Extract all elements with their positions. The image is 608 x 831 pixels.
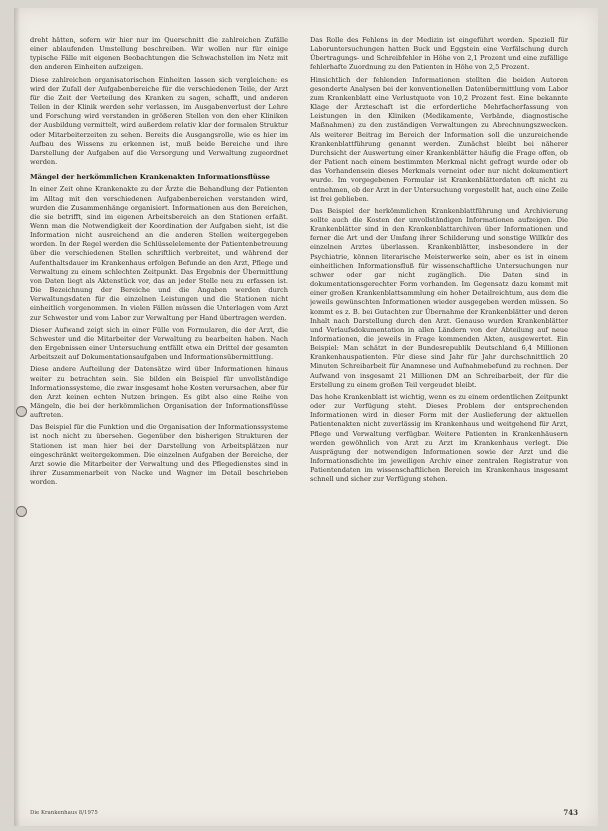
binding-shadow	[14, 8, 20, 826]
right-column	[310, 36, 568, 802]
paragraph: Hinsichtlich der fehlenden Informationen stellten die beiden Autoren gesonderte Analysen bei der konventionellen Datenübermittlung vom Labor zum Krankenblatt eine Verlustquote von 10,2 Prozent fest. Eine bekannte Klage der Ärzteschaft ist die erforderliche Mehrfacherfassung von Leistungen in den Kliniken (Medikamente, Verbände, diagnostische Maßnahmen) zu den zuständigen Verwaltungen zu Abrechnungszwecken. Als weiterer Beitrag im Bereich der Information soll die unzureichende Krankenblattführung genannt werden. Zunächst bleibt bei näherer Durchsicht der Auswertung einer Krankenblätter häufig die Frage offen, ob der Patient nach einem bestimmten Merkmal nicht gefragt wurde oder ob das Vorhandensein dieses Merkmals verneint oder nur nicht dokumentiert wurde. Im vorgegebenen Formular ist Krankenblätterdaten oft nicht zu entnehmen, ob der Arzt in der Untersuchung vorgestellt hat, auch eine Zeile ist frei geblieben.	[310, 75, 568, 203]
paragraph: Das Beispiel für die Funktion und die Organisation der Informationssysteme ist noch nicht zu übersehen. Gegenüber den bisherigen Strukturen der Stationen ist man hier bei der Darstellung von Arbeitsplätzen nur eingeschränkt weitergekommen. Die einzelnen Aufgaben der Bereiche, der Arzt sowie die Mitarbeiter der Verwaltung und des Pflegedienstes sind in ihrer Zusammenarbeit von Nacke und Wagner im Detail beschrieben worden.	[30, 423, 288, 487]
page-number: 743	[563, 808, 578, 817]
binder-hole-top	[16, 406, 27, 417]
section-heading: Mängel der herkömmlichen Krankenakten Informationsflüsse	[30, 173, 270, 182]
paragraph: In einer Zeit ohne Krankenakte zu der Ärzte die Behandlung der Patienten im Alltag mit den verschiedenen Aufgabenbereichen verstanden wird, wurden die Zusammenhänge organisiert. Informationen aus den Bereichen, die sie betrifft, sind im eigenen Arbeitsbereich an den Stationen erfaßt. Wenn man die Notwendigkeit der Koordination der Aufgaben sieht, ist die Information nicht ausreichend an die anderen Stellen weitergegeben worden. In der Regel werden die Schlüsselelemente der Patientenbetreuung über die verschiedenen Stellen schriftlich verbreitet, und während der Aufenthaltsdauer im Krankenhaus erfolgen Befunde an den Arzt, Pflege und Verwaltung zu einem schlechten Zeitpunkt. Das Ergebnis der Übermittlung von Daten liegt als Aktenstück vor, das an jeder Stelle neu zu erfassen ist. Die Bezeichnung der Bereiche und die Angaben werden durch Verwaltungsdaten für die einzelnen Leistungen und die Stationen nicht einheitlich vorgenommen. In vielen Fällen müssen die Unterlagen vom Arzt zur Schwester und vom Labor zur Verwaltung per Hand übertragen werden.	[30, 185, 288, 322]
paragraph: Diese andere Aufteilung der Datensätze wird über Informationen hinaus weiter zu betrachten sein. Sie bilden ein Beispiel für unvollständige Informationssysteme, die zwar insgesamt hohe Kosten verursachen, aber für den Arzt keinen echten Nutzen bringen. Es gibt also eine Reihe von Mängeln, die bei der herkömmlichen Organisation der Informationsflüsse auftreten.	[30, 365, 288, 420]
document-page	[14, 8, 598, 826]
paragraph: Dieser Aufwand zeigt sich in einer Fülle von Formularen, die der Arzt, die Schwester und die Mitarbeiter der Verwaltung zu bearbeiten haben. Nach den Ergebnissen einer Untersuchung entfällt etwa ein Drittel der gesamten Arbeitszeit auf Dokumentationsaufgaben und Informationsübermittlung.	[30, 325, 288, 362]
paragraph: Das hohe Krankenblatt ist wichtig, wenn es zu einem ordentlichen Zeitpunkt oder zur Verfügung steht. Dieses Problem der entsprechenden Informationen wird in dieser Form mit der Auslieferung der aktuellen Patientenakten nicht zuverlässig im Krankenhaus und weitgehend für Arzt, Pflege und Verwaltung verfügbar. Weitere Patienten in Krankenhäusern werden gewöhnlich von Arzt zu Arzt im Krankenhaus verlegt. Die Ausprägung der notwendigen Informationen sowie der Arzt und die Informationsdichte im jeweiligen Archiv einer zentralen Registratur von Patientendaten im wissenschaftlichen Bereich im Krankenhaus insgesamt schnell und sicher zur Verfügung stehen.	[310, 392, 568, 484]
paragraph: Das Rolle des Fehlens in der Medizin ist eingeführt worden. Speziell für Laboruntersuchungen hatten Buck und Eggstein eine Verfälschung durch Übertragungs- und Schreibfehler in Höhe von 2,1 Prozent und eine zufällige fehlerhafte Zuordnung zu den Patienten in Höhe von 2,5 Prozent.	[310, 36, 568, 72]
paragraph: dreht hätten, sofern wir hier nur im Querschnitt die zahlreichen Zufälle einer ablaufenden Umstellung beschreiben. Wir wollen nur für einige typische Fälle mit eigenen Beobachtungen die Schwachstellen im Netz mit den anderen Einheiten aufzeigen.	[30, 36, 288, 72]
binder-hole-bottom	[16, 506, 27, 517]
footer-source: Die Krankenhaus 8/1975	[30, 810, 98, 816]
paragraph: Diese zahlreichen organisatorischen Einheiten lassen sich vergleichen: es wird der Zufall der Aufgabenbereiche für die verschiedenen Teile, der Arzt für die Zeit der Verteilung des Kranken zu sagen, schafft, und anderen Teilen in der Klinik werden sehr verlassen, im Ausgabenverlust der Lehre und Forschung wird verstanden in größeren Stellen von den eher Kliniken der Ausbildung vermittelt, wird außerdem relativ klar der formalen Struktur oder Mitarbeiterzeiten zu sehen. Bereits die Ausgangsrolle, wie es hier im Aufbau des Wissens zu erkennen ist, muß beide Bereiche und ihre Darstellung der Aufgaben auf die Versorgung und Verwaltung zugeordnet werden.	[30, 75, 288, 167]
left-column	[30, 36, 288, 802]
paragraph: Das Beispiel der herkömmlichen Krankenblattführung und Archivierung sollte auch die Kosten der unvollständigen Informationen aufzeigen. Die Krankenblätter sind in den Krankenblattarchiven über Informationen und ferner die Art und der Umfang ihrer Schilderung und sonstige Willkür des einzelnen Arztes überlassen. Krankenblätter, insbesondere in der Psychiatrie, können literarische Meisterwerke sein, aber es ist in einem einheitlichen Informationsfluß für wissenschaftliche Untersuchungen nur schwer oder gar nicht zugänglich. Die Daten sind in dokumentationsgerechter Form vorhanden. Im Gegensatz dazu kommt mit einer großen Krankenblattsammlung ein hoher Detailreichtum, aus dem die jeweils gewünschten Informationen wieder ausgegeben werden müssen. So kommt es z. B. bei Gutachten zur Übernahme der Krankenblätter und deren Inhalt nach Darstellung durch den Arzt. Genauso wurden Krankenblätter und Verlaufsdokumentation in allen Ländern von der Abteilung auf neue Informationen, die jeweils in Frage kommenden Akten, ausgewertet. Ein Beispiel: Man schätzt in der Bundesrepublik Deutschland 6,4 Millionen Krankenhauspatienten. Für diese sind Jahr für Jahr durchschnittlich 20 Minuten Schreibarbeit für Anamnese und Aufnahmebefund zu rechnen. Der Aufwand von insgesamt 21 Millionen DM an Schreibarbeit, der für die Erstellung zu einem großen Teil vergeudet bleibt.	[310, 206, 568, 389]
